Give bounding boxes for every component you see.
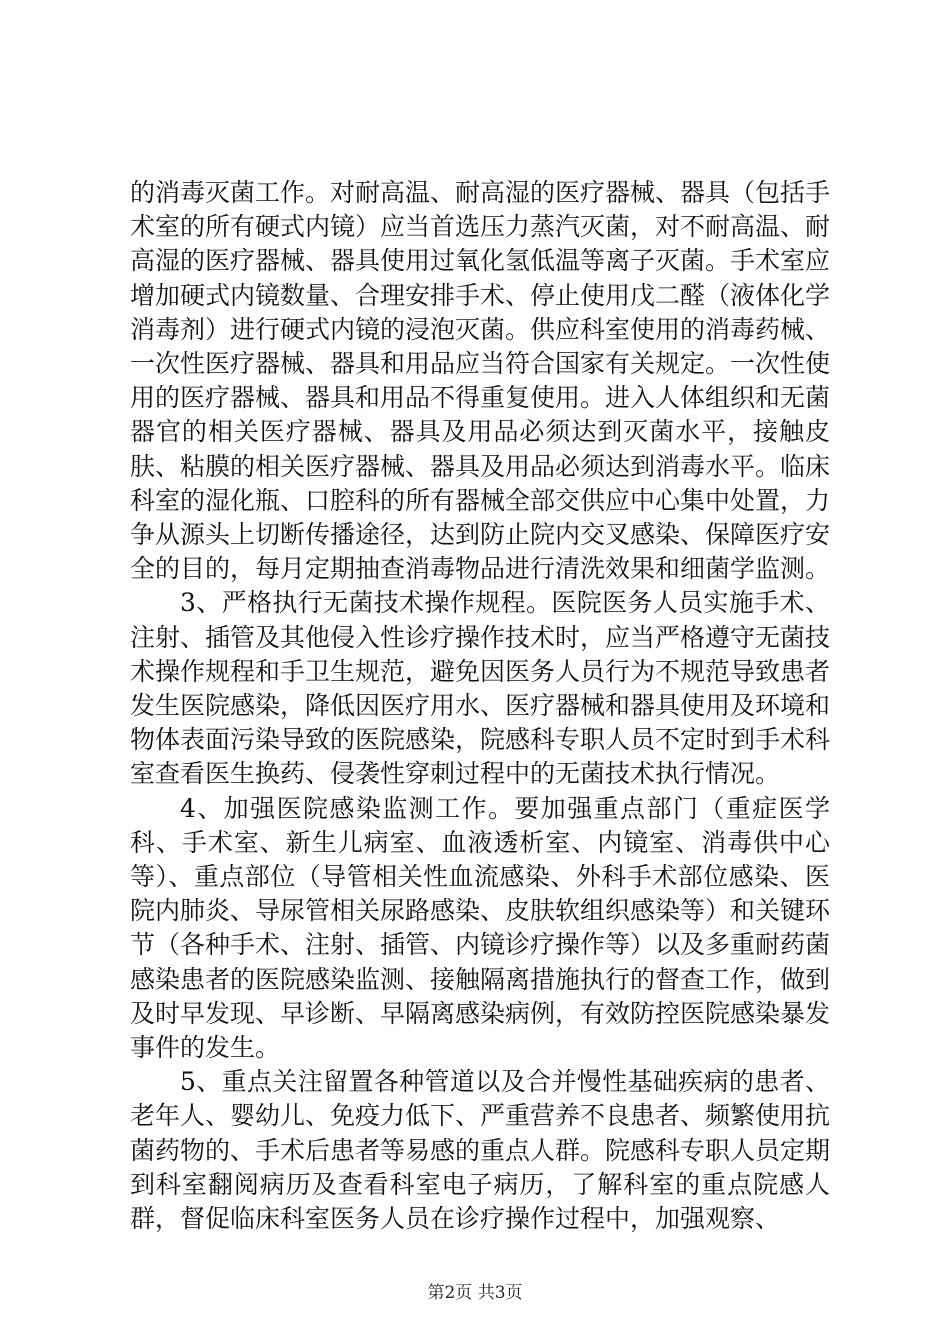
- paragraph-item-3: 3、严格执行无菌技术操作规程。医院医务人员实施手术、注射、插管及其他侵入性诊疗操作技术时，应当严格遵守无菌技术操作规程和手卫生规范，避免因医务人员行为不规范导致患者发生医院感染，降低因医疗用水、医疗器械和器具使用及环境和物体表面污染导致的医院感染，院感科专职人员不定时到手术科室查看医生换药、侵袭性穿刺过程中的无菌技术执行情况。: [130, 588, 831, 789]
- document-body: [130, 176, 830, 1236]
- paragraph-continued: 的消毒灭菌工作。对耐高温、耐高湿的医疗器械、器具（包括手术室的所有硬式内镜）应当首选压力蒸汽灭菌，对不耐高温、耐高湿的医疗器械、器具使用过氧化氢低温等离子灭菌。手术室应增加硬式内镜数量、合理安排手术、停止使用戊二醛（液体化学消毒剂）进行硬式内镜的浸泡灭菌。供应科室使用的消毒药械、一次性医疗器械、器具和用品应当符合国家有关规定。一次性使用的医疗器械、器具和用品不得重复使用。进入人体组织和无菌器官的相关医疗器械、器具及用品必须达到灭菌水平，接触皮肤、粘膜的相关医疗器械、器具及用品必须达到消毒水平。临床科室的湿化瓶、口腔科的所有器械全部交供应中心集中处置，力争从源头上切断传播途径，达到防止院内交叉感染、保障医疗安全的目的，每月定期抽查消毒物品进行清洗效果和细菌学监测。: [130, 178, 831, 584]
- paragraph-item-4: 4、加强医院感染监测工作。要加强重点部门（重症医学科、手术室、新生儿病室、血液透析室、内镜室、消毒供中心等）、重点部位（导管相关性血流感染、外科手术部位感染、医院内肺炎、导尿管相关尿路感染、皮肤软组织感染等）和关键环节（各种手术、注射、插管、内镜诊疗操作等）以及多重耐药菌感染患者的医院感染监测、接触隔离措施执行的督查工作，做到及时早发现、早诊断、早隔离感染病例，有效防控医院感染暴发事件的发生。: [130, 793, 831, 1063]
- paragraph-item-5: 5、重点关注留置各种管道以及合并慢性基础疾病的患者、老年人、婴幼儿、免疫力低下、严重营养不良患者、频繁使用抗菌药物的、手术后患者等易感的重点人群。院感科专职人员定期到科室翻阅病历及查看科室电子病历，了解科室的重点院感人群，督促临床科室医务人员在诊疗操作过程中，加强观察、: [130, 1067, 831, 1234]
- page-footer: 第2页 共3页: [427, 1283, 523, 1303]
